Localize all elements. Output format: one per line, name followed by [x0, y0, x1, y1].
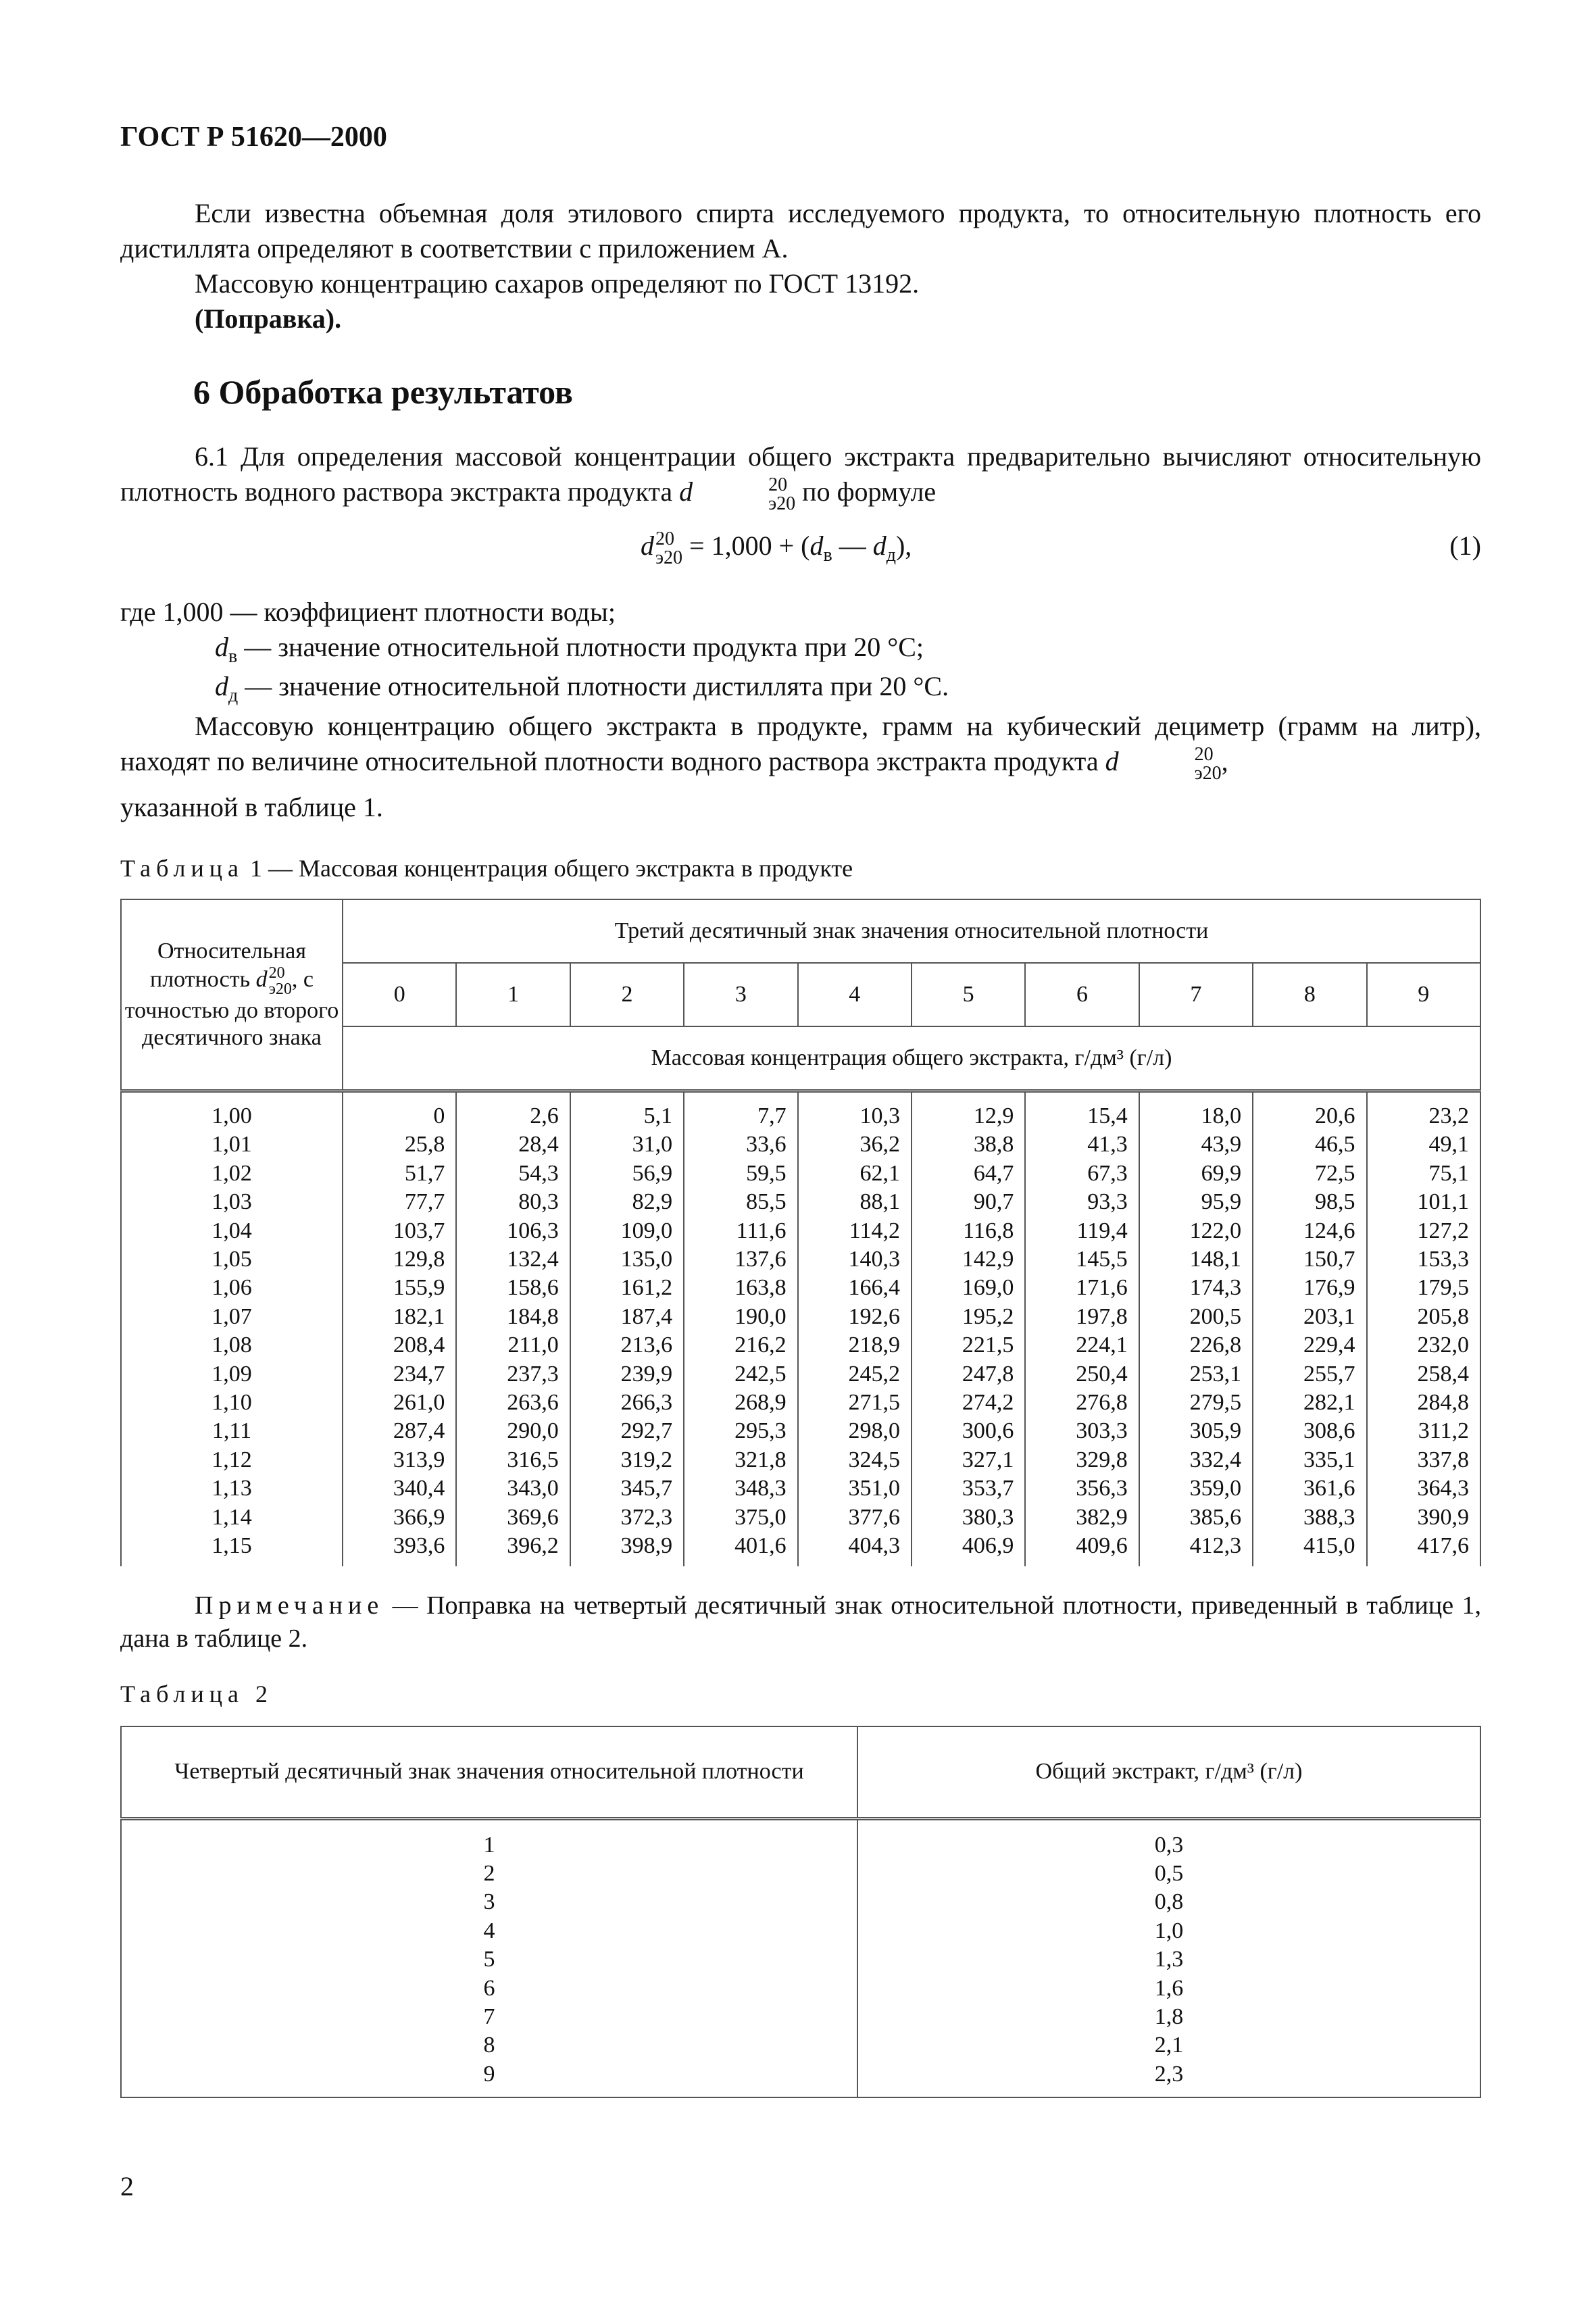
table-cell: 116,8 [963, 1218, 1014, 1243]
table-cell: 5,1 [643, 1103, 673, 1128]
table-cell: 417,6 [1417, 1533, 1469, 1559]
table-cell: 1,03 [211, 1189, 252, 1215]
table-cell: 67,3 [1087, 1160, 1128, 1186]
table-cell: 142,9 [962, 1247, 1014, 1272]
intro-block [120, 196, 1481, 337]
table-cell: 208,4 [393, 1333, 445, 1358]
paragraph-6-1 [120, 439, 1481, 514]
table-cell: 329,8 [1076, 1447, 1128, 1472]
table-cell: 1,07 [211, 1303, 252, 1329]
table-cell: 268,9 [734, 1390, 787, 1416]
table-cell: 415,0 [1303, 1533, 1355, 1559]
table-cell: 404,3 [848, 1533, 900, 1559]
table-cell: 1,12 [211, 1447, 252, 1472]
table-cell: 43,9 [1201, 1132, 1242, 1158]
table-cell: 192,6 [848, 1303, 900, 1329]
formula-1 [120, 528, 1481, 569]
table-cell: 351,0 [848, 1476, 900, 1501]
table-cell: 332,4 [1189, 1447, 1242, 1472]
table-cell: 1,6 [1154, 1975, 1184, 2001]
table-cell: 1,15 [211, 1533, 252, 1559]
table2-caption: Таблица 2 [120, 1681, 273, 1708]
table-cell: 62,1 [859, 1160, 900, 1186]
table-cell: 258,4 [1417, 1361, 1469, 1387]
table-cell: 1,04 [211, 1218, 252, 1243]
table-cell: 1,08 [211, 1333, 252, 1358]
table-cell: 287,4 [393, 1418, 445, 1444]
table-cell: 182,1 [393, 1303, 445, 1329]
para61-text-after: по формуле [802, 476, 937, 507]
table-cell: 36,2 [859, 1132, 900, 1158]
intro-paragraph-2: Массовую концентрацию сахаров определяют по ГОСТ 13192. [195, 268, 920, 299]
table-cell: 15,4 [1087, 1103, 1128, 1128]
table-cell: 1 [483, 1832, 495, 1858]
table-cell: 132,4 [507, 1247, 559, 1272]
table-cell: 176,9 [1303, 1275, 1355, 1301]
formula-number: (1) [1449, 530, 1481, 561]
table-cell: 158,6 [507, 1275, 559, 1301]
col0-header: Относительная плотность d 20 э20 , с точностью до второго десятичного знака [121, 899, 343, 1091]
table-cell: 184,8 [507, 1303, 559, 1329]
table-cell: 274,2 [962, 1390, 1014, 1416]
table-cell: 282,1 [1303, 1390, 1355, 1416]
table-cell: 316,5 [507, 1447, 559, 1472]
table-cell: 232,0 [1417, 1333, 1469, 1358]
value-column [570, 1091, 684, 1566]
table-cell: 311,2 [1418, 1418, 1469, 1444]
digit-header: 8 [1253, 963, 1366, 1026]
table-cell: 1,13 [211, 1476, 252, 1501]
table-cell: 337,8 [1417, 1447, 1469, 1472]
table-cell: 335,1 [1303, 1447, 1355, 1472]
table-cell: 18,0 [1201, 1103, 1242, 1128]
table-cell: 242,5 [734, 1361, 787, 1387]
digit-header: 0 [343, 963, 456, 1026]
note-block [120, 1589, 1481, 1656]
table-cell: 59,5 [746, 1160, 787, 1186]
table-cell: 412,3 [1189, 1533, 1242, 1559]
table-cell: 303,3 [1076, 1418, 1128, 1444]
table-cell: 375,0 [734, 1504, 787, 1530]
table-cell: 137,6 [734, 1247, 787, 1272]
table-cell: 409,6 [1076, 1533, 1128, 1559]
table-cell: 340,4 [393, 1476, 445, 1501]
table-cell: 90,7 [973, 1189, 1014, 1215]
table-cell: 28,4 [518, 1132, 559, 1158]
where-line-3: $d_д$ — значение относительной плотности дистиллята при 20 °С. [215, 671, 949, 707]
top-header: Третий десятичный знак значения относительной плотности [343, 899, 1480, 963]
table-cell: 245,2 [848, 1361, 900, 1387]
table-cell: 161,2 [620, 1275, 673, 1301]
table-cell: 305,9 [1189, 1418, 1242, 1444]
table-cell: 111,6 [736, 1218, 787, 1243]
table-cell: 0 [433, 1103, 445, 1128]
table-cell: 145,5 [1076, 1247, 1128, 1272]
value-column [912, 1091, 1025, 1566]
document-header: ГОСТ Р 51620—2000 [120, 122, 387, 153]
table-cell: 396,2 [507, 1533, 559, 1559]
table-cell: 234,7 [393, 1361, 445, 1387]
table-cell: 390,9 [1417, 1504, 1469, 1530]
table-cell: 1,11 [211, 1418, 252, 1444]
table-cell: 290,0 [507, 1418, 559, 1444]
table-cell: 1,09 [211, 1361, 252, 1387]
table-cell: 64,7 [973, 1160, 1014, 1186]
table-cell: 0,5 [1154, 1860, 1184, 1886]
value-column [1025, 1091, 1139, 1566]
table-cell: 85,5 [746, 1189, 787, 1215]
density-column [121, 1091, 343, 1566]
digit-header: 2 [570, 963, 684, 1026]
table-cell: 250,4 [1076, 1361, 1128, 1387]
table-cell: 213,6 [620, 1333, 673, 1358]
table-cell: 276,8 [1076, 1390, 1128, 1416]
table-cell: 359,0 [1189, 1476, 1242, 1501]
table-cell: 398,9 [620, 1533, 673, 1559]
para61-text: 6.1 Для определения массовой концентрации общего экстракта предварительно вычисляют относительную плотность водного раствора экстракта продукта [120, 441, 1481, 507]
table-cell: 124,6 [1303, 1218, 1355, 1243]
table-cell: 23,2 [1428, 1103, 1469, 1128]
table-cell: 229,4 [1303, 1333, 1355, 1358]
table-cell: 129,8 [393, 1247, 445, 1272]
table-cell: 8 [483, 2033, 495, 2058]
table-cell: 292,7 [620, 1418, 673, 1444]
digit-header: 1 [456, 963, 570, 1026]
table-cell: 140,3 [848, 1247, 900, 1272]
value-column [343, 1091, 456, 1566]
table-cell: 313,9 [393, 1447, 445, 1472]
table-cell: 51,7 [404, 1160, 445, 1186]
table-cell: 106,3 [507, 1218, 559, 1243]
value-column [456, 1091, 570, 1566]
table-cell: 103,7 [393, 1218, 445, 1243]
table-cell: 153,3 [1417, 1247, 1469, 1272]
table-cell: 56,9 [632, 1160, 673, 1186]
table-cell: 187,4 [620, 1303, 673, 1329]
table-cell: 155,9 [393, 1275, 445, 1301]
table-cell: 211,0 [507, 1333, 559, 1358]
table-cell: 1,01 [211, 1132, 252, 1158]
table-cell: 319,2 [620, 1447, 673, 1472]
table-cell: 253,1 [1189, 1361, 1242, 1387]
digit-header: 5 [912, 963, 1025, 1026]
table-cell: 6 [483, 1975, 495, 2001]
mass-paragraph: Массовую концентрацию общего экстракта в продукте, грамм на кубический дециметр (грамм на литр), находят по величине относительной плотности водного раствора экстракта продукта d 20 э20 , [120, 710, 1481, 784]
t2-col1-values [121, 1818, 857, 2097]
table-cell: 174,3 [1189, 1275, 1242, 1301]
table-cell: 171,6 [1076, 1275, 1128, 1301]
table-cell: 2,1 [1154, 2033, 1184, 2058]
table-cell: 284,8 [1417, 1390, 1469, 1416]
table-cell: 200,5 [1189, 1303, 1242, 1329]
table-cell: 255,7 [1303, 1361, 1355, 1387]
table-cell: 127,2 [1417, 1218, 1469, 1243]
table-cell: 31,0 [632, 1132, 673, 1158]
table-cell: 300,6 [962, 1418, 1014, 1444]
amendment-note: (Поправка). [195, 303, 342, 334]
table-cell: 54,3 [518, 1160, 559, 1186]
table-cell: 216,2 [734, 1333, 787, 1358]
value-column [798, 1091, 912, 1566]
density-symbol: d [679, 476, 693, 507]
table-cell: 1,00 [211, 1103, 252, 1128]
table-cell: 380,3 [962, 1504, 1014, 1530]
table-cell: 38,8 [973, 1132, 1014, 1158]
table-cell: 353,7 [962, 1476, 1014, 1501]
table-cell: 377,6 [848, 1504, 900, 1530]
table-cell: 224,1 [1076, 1333, 1128, 1358]
digit-header: 4 [798, 963, 912, 1026]
mass-paragraph-end: указанной в таблице 1. [120, 791, 383, 822]
table-cell: 109,0 [620, 1218, 673, 1243]
note-text: — Поправка на четвертый десятичный знак относительной плотности, приведенный в таблице 1, дана в таблице 2. [120, 1591, 1481, 1653]
table-cell: 261,0 [393, 1390, 445, 1416]
page-number: 2 [120, 2171, 134, 2201]
table-cell: 1,0 [1154, 1918, 1184, 1943]
table-cell: 271,5 [848, 1390, 900, 1416]
table-cell: 1,10 [211, 1390, 252, 1416]
table-cell: 382,9 [1076, 1504, 1128, 1530]
table-cell: 20,6 [1315, 1103, 1355, 1128]
table-cell: 80,3 [518, 1189, 559, 1215]
table-cell: 401,6 [734, 1533, 787, 1559]
table-cell: 1,02 [211, 1160, 252, 1186]
table-2 [120, 1726, 1481, 2098]
table-cell: 247,8 [962, 1361, 1014, 1387]
table-cell: 0,8 [1154, 1889, 1184, 1915]
t2-col1-header: Четвертый десятичный знак значения относительной плотности [121, 1726, 857, 1818]
table-cell: 266,3 [620, 1390, 673, 1416]
table-cell: 279,5 [1189, 1390, 1242, 1416]
table-cell: 298,0 [848, 1418, 900, 1444]
table-cell: 166,4 [848, 1275, 900, 1301]
table-cell: 49,1 [1428, 1132, 1469, 1158]
table-cell: 324,5 [848, 1447, 900, 1472]
table-cell: 218,9 [848, 1333, 900, 1358]
t2-col2-values [857, 1818, 1480, 2097]
table-cell: 372,3 [620, 1504, 673, 1530]
table-cell: 5 [483, 1947, 495, 1972]
table-cell: 388,3 [1303, 1504, 1355, 1530]
table-cell: 356,3 [1076, 1476, 1128, 1501]
table-cell: 203,1 [1303, 1303, 1355, 1329]
table-cell: 190,0 [734, 1303, 787, 1329]
table-cell: 77,7 [404, 1189, 445, 1215]
table-cell: 12,9 [973, 1103, 1014, 1128]
table1-caption: Таблица 1 — Массовая концентрация общего экстракта в продукте [120, 855, 853, 882]
table-cell: 101,1 [1417, 1189, 1469, 1215]
table-cell: 46,5 [1315, 1132, 1355, 1158]
section-title: 6 Обработка результатов [193, 373, 573, 411]
table-cell: 195,2 [962, 1303, 1014, 1329]
density-indices: 20 э20 [768, 474, 796, 514]
where-block [120, 595, 1481, 825]
table-cell: 7 [483, 2003, 495, 2029]
t2-col2-header: Общий экстракт, г/дм³ (г/л) [857, 1726, 1480, 1818]
digit-header: 6 [1025, 963, 1139, 1026]
sub-header: Массовая концентрация общего экстракта, г/дм³ (г/л) [343, 1026, 1480, 1091]
table-cell: 321,8 [734, 1447, 787, 1472]
table-cell: 119,4 [1076, 1218, 1128, 1243]
table-cell: 239,9 [620, 1361, 673, 1387]
table-cell: 41,3 [1087, 1132, 1128, 1158]
table-cell: 308,6 [1303, 1418, 1355, 1444]
table-cell: 221,5 [962, 1333, 1014, 1358]
table-cell: 1,05 [211, 1247, 252, 1272]
table-cell: 69,9 [1201, 1160, 1242, 1186]
table-cell: 348,3 [734, 1476, 787, 1501]
table-cell: 2,3 [1154, 2061, 1184, 2087]
table-cell: 1,06 [211, 1275, 252, 1301]
table-cell: 361,6 [1303, 1476, 1355, 1501]
table-cell: 75,1 [1428, 1160, 1469, 1186]
table-cell: 385,6 [1189, 1504, 1242, 1530]
table-cell: 364,3 [1417, 1476, 1469, 1501]
table-cell: 263,6 [507, 1390, 559, 1416]
table-cell: 10,3 [859, 1103, 900, 1128]
table-cell: 7,7 [757, 1103, 787, 1128]
table-cell: 4 [483, 1918, 495, 1943]
where-line-1: где 1,000 — коэффициент плотности воды; [120, 597, 616, 627]
table-cell: 93,3 [1087, 1189, 1128, 1215]
digit-header: 7 [1139, 963, 1253, 1026]
table-cell: 1,3 [1154, 1947, 1184, 1972]
digit-header: 3 [684, 963, 797, 1026]
table-cell: 148,1 [1189, 1247, 1242, 1272]
intro-paragraph-1: Если известна объемная доля этилового спирта исследуемого продукта, то относительную плотность его дистиллята определяют в соответствии с приложением А. [120, 198, 1481, 264]
table1-body [121, 1091, 1480, 1566]
where-line-2: $d_в$ — значение относительной плотности продукта при 20 °С; [215, 632, 924, 667]
table-cell: 88,1 [859, 1189, 900, 1215]
table-cell: 72,5 [1315, 1160, 1355, 1186]
table-cell: 366,9 [393, 1504, 445, 1530]
table-cell: 163,8 [734, 1275, 787, 1301]
table-cell: 1,14 [211, 1504, 252, 1530]
table-1 [120, 899, 1481, 1566]
table-cell: 393,6 [393, 1533, 445, 1559]
table-cell: 82,9 [632, 1189, 673, 1215]
table-cell: 345,7 [620, 1476, 673, 1501]
table-cell: 98,5 [1315, 1189, 1355, 1215]
table-cell: 2,6 [530, 1103, 559, 1128]
table-cell: 226,8 [1189, 1333, 1242, 1358]
value-column [1367, 1091, 1480, 1566]
table-cell: 95,9 [1201, 1189, 1242, 1215]
table-cell: 1,8 [1154, 2003, 1184, 2029]
table-cell: 114,2 [849, 1218, 900, 1243]
table-cell: 33,6 [746, 1132, 787, 1158]
value-column [1139, 1091, 1253, 1566]
table-cell: 150,7 [1303, 1247, 1355, 1272]
table-cell: 0,3 [1154, 1832, 1184, 1858]
table-cell: 197,8 [1076, 1303, 1128, 1329]
table-cell: 179,5 [1417, 1275, 1469, 1301]
table-cell: 327,1 [962, 1447, 1014, 1472]
table-cell: 9 [483, 2061, 495, 2087]
table-cell: 122,0 [1189, 1218, 1242, 1243]
table-cell: 25,8 [404, 1132, 445, 1158]
value-column [684, 1091, 797, 1566]
formula-expression: d 20 э20 = $1,000 + (d_в$ — $d_д$), [641, 528, 912, 568]
table-cell: 2 [483, 1860, 495, 1886]
table-cell: 135,0 [620, 1247, 673, 1272]
table-cell: 343,0 [507, 1476, 559, 1501]
table-cell: 369,6 [507, 1504, 559, 1530]
note-label: Примечание [195, 1591, 384, 1620]
table-cell: 406,9 [962, 1533, 1014, 1559]
value-column [1253, 1091, 1366, 1566]
table-cell: 169,0 [962, 1275, 1014, 1301]
table-cell: 205,8 [1417, 1303, 1469, 1329]
table-cell: 3 [483, 1889, 495, 1915]
digit-header: 9 [1367, 963, 1480, 1026]
table-cell: 237,3 [507, 1361, 559, 1387]
table-cell: 295,3 [734, 1418, 787, 1444]
